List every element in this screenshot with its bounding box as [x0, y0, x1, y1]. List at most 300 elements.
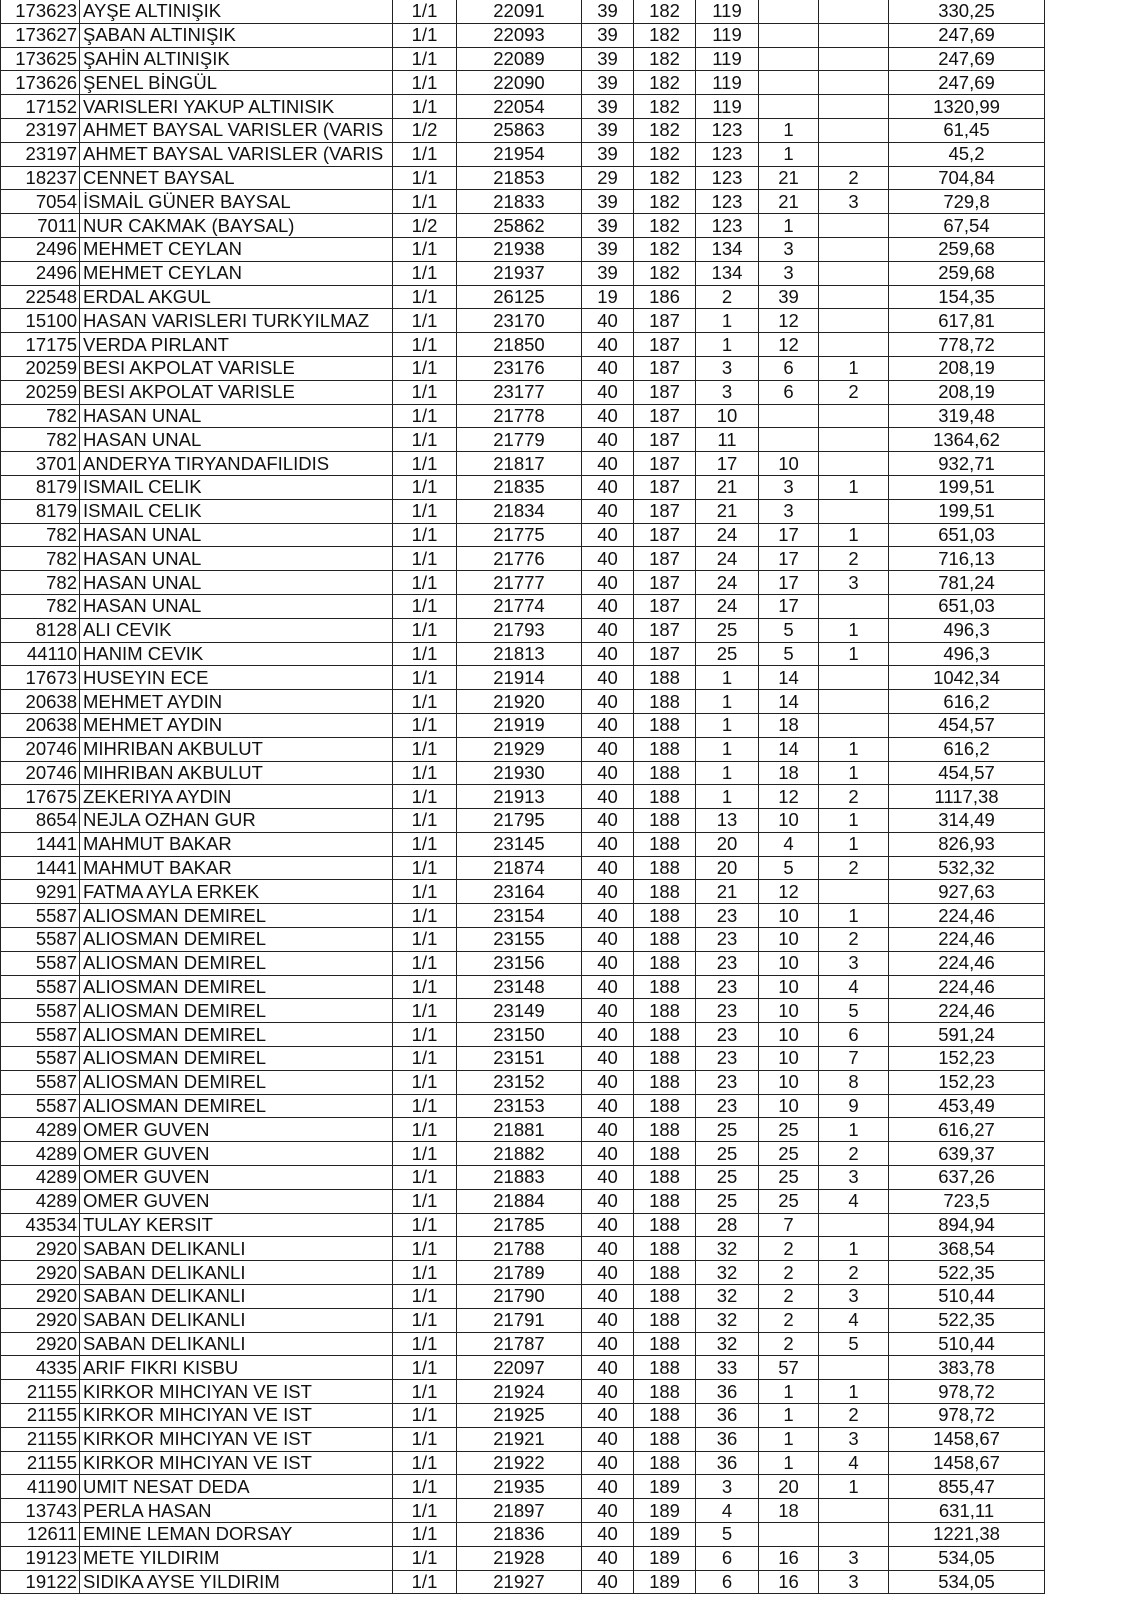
cell-c3: 2 [819, 166, 889, 190]
cell-record: 21836 [457, 1523, 582, 1547]
cell-block: 182 [634, 190, 696, 214]
table-row [1, 1332, 1045, 1356]
cell-c3: 2 [819, 1404, 889, 1428]
cell-value: 247,69 [889, 23, 1045, 47]
cell-c2: 17 [759, 547, 819, 571]
cell-id: 4289 [1, 1118, 80, 1142]
cell-block: 188 [634, 1047, 696, 1071]
cell-c2: 20 [759, 1475, 819, 1499]
cell-c2: 14 [759, 690, 819, 714]
cell-owner: HASAN UNAL [80, 571, 393, 595]
cell-c1: 39 [582, 237, 634, 261]
cell-share: 1/1 [393, 23, 457, 47]
cell-c2: 21 [759, 166, 819, 190]
cell-c2 [759, 404, 819, 428]
cell-id: 19123 [1, 1546, 80, 1570]
cell-c1: 40 [582, 1118, 634, 1142]
cell-value: 616,2 [889, 690, 1045, 714]
cell-record: 23151 [457, 1047, 582, 1071]
cell-value: 534,05 [889, 1570, 1045, 1594]
cell-owner: ALIOSMAN DEMIREL [80, 1047, 393, 1071]
cell-share: 1/1 [393, 1023, 457, 1047]
cell-c1: 40 [582, 904, 634, 928]
cell-parcel: 1 [696, 761, 759, 785]
cell-c2: 18 [759, 713, 819, 737]
cell-id: 41190 [1, 1475, 80, 1499]
cell-record: 21793 [457, 618, 582, 642]
cell-owner: KIRKOR MIHCIYAN VE IST [80, 1451, 393, 1475]
table-row [1, 1451, 1045, 1475]
cell-id: 782 [1, 523, 80, 547]
cell-c2: 17 [759, 523, 819, 547]
cell-id: 782 [1, 594, 80, 618]
table-body [1, 0, 1045, 1594]
cell-c2: 18 [759, 1499, 819, 1523]
cell-block: 187 [634, 594, 696, 618]
cell-value: 978,72 [889, 1404, 1045, 1428]
cell-owner: MIHRIBAN AKBULUT [80, 761, 393, 785]
cell-c1: 40 [582, 1261, 634, 1285]
cell-c1: 40 [582, 1332, 634, 1356]
cell-c2: 10 [759, 904, 819, 928]
cell-c2: 10 [759, 1094, 819, 1118]
table-row [1, 1499, 1045, 1523]
cell-c1: 40 [582, 737, 634, 761]
cell-c1: 39 [582, 118, 634, 142]
cell-value: 330,25 [889, 0, 1045, 23]
cell-record: 23152 [457, 1070, 582, 1094]
cell-value: 224,46 [889, 951, 1045, 975]
cell-c3 [819, 333, 889, 357]
cell-share: 1/1 [393, 452, 457, 476]
cell-block: 182 [634, 142, 696, 166]
cell-block: 182 [634, 47, 696, 71]
cell-c1: 39 [582, 190, 634, 214]
cell-parcel: 32 [696, 1261, 759, 1285]
cell-id: 2920 [1, 1332, 80, 1356]
cell-parcel: 119 [696, 47, 759, 71]
cell-parcel: 23 [696, 1094, 759, 1118]
cell-c3 [819, 285, 889, 309]
cell-share: 1/1 [393, 71, 457, 95]
table-row [1, 1023, 1045, 1047]
cell-c2: 2 [759, 1261, 819, 1285]
table-row [1, 1380, 1045, 1404]
cell-parcel: 32 [696, 1285, 759, 1309]
cell-c2: 10 [759, 928, 819, 952]
cell-share: 1/1 [393, 666, 457, 690]
cell-id: 3701 [1, 452, 80, 476]
table-row [1, 1261, 1045, 1285]
cell-parcel: 11 [696, 428, 759, 452]
cell-block: 189 [634, 1523, 696, 1547]
cell-parcel: 4 [696, 1499, 759, 1523]
cell-share: 1/1 [393, 547, 457, 571]
table-row [1, 118, 1045, 142]
table-row [1, 309, 1045, 333]
cell-parcel: 1 [696, 785, 759, 809]
cell-owner: ALIOSMAN DEMIREL [80, 975, 393, 999]
cell-share: 1/1 [393, 1237, 457, 1261]
cell-record: 22091 [457, 0, 582, 23]
cell-parcel: 119 [696, 71, 759, 95]
table-row [1, 1356, 1045, 1380]
table-row [1, 856, 1045, 880]
cell-parcel: 23 [696, 951, 759, 975]
cell-c1: 40 [582, 333, 634, 357]
cell-parcel: 10 [696, 404, 759, 428]
cell-id: 21155 [1, 1404, 80, 1428]
cell-c1: 40 [582, 1380, 634, 1404]
table-row [1, 1404, 1045, 1428]
cell-record: 21882 [457, 1142, 582, 1166]
cell-c1: 40 [582, 856, 634, 880]
cell-c3: 1 [819, 761, 889, 785]
cell-c2 [759, 1523, 819, 1547]
cell-block: 188 [634, 1142, 696, 1166]
cell-record: 26125 [457, 285, 582, 309]
cell-c3 [819, 142, 889, 166]
cell-value: 224,46 [889, 904, 1045, 928]
cell-c2: 17 [759, 571, 819, 595]
cell-share: 1/1 [393, 1499, 457, 1523]
cell-id: 7054 [1, 190, 80, 214]
table-row [1, 713, 1045, 737]
cell-value: 639,37 [889, 1142, 1045, 1166]
cell-parcel: 119 [696, 95, 759, 119]
cell-parcel: 1 [696, 333, 759, 357]
cell-c1: 40 [582, 1404, 634, 1428]
table-row [1, 761, 1045, 785]
cell-id: 2496 [1, 237, 80, 261]
cell-c1: 39 [582, 23, 634, 47]
cell-record: 23164 [457, 880, 582, 904]
cell-share: 1/1 [393, 309, 457, 333]
cell-owner: ALIOSMAN DEMIREL [80, 1023, 393, 1047]
cell-c1: 40 [582, 475, 634, 499]
cell-c2: 25 [759, 1142, 819, 1166]
cell-c2: 3 [759, 261, 819, 285]
cell-parcel: 23 [696, 1023, 759, 1047]
cell-id: 2920 [1, 1308, 80, 1332]
cell-parcel: 25 [696, 618, 759, 642]
cell-c2: 10 [759, 975, 819, 999]
table-row [1, 428, 1045, 452]
table-row [1, 333, 1045, 357]
cell-record: 21921 [457, 1427, 582, 1451]
cell-value: 631,11 [889, 1499, 1045, 1523]
cell-c3: 1 [819, 737, 889, 761]
cell-c3: 4 [819, 1189, 889, 1213]
cell-value: 454,57 [889, 761, 1045, 785]
cell-value: 616,2 [889, 737, 1045, 761]
cell-owner: OMER GUVEN [80, 1166, 393, 1190]
cell-parcel: 6 [696, 1546, 759, 1570]
cell-block: 187 [634, 333, 696, 357]
cell-parcel: 3 [696, 1475, 759, 1499]
cell-block: 188 [634, 1404, 696, 1428]
cell-parcel: 1 [696, 737, 759, 761]
cell-c2: 10 [759, 1047, 819, 1071]
cell-owner: TULAY KERSIT [80, 1213, 393, 1237]
cell-id: 782 [1, 404, 80, 428]
cell-block: 186 [634, 285, 696, 309]
cell-c1: 29 [582, 166, 634, 190]
cell-parcel: 23 [696, 1070, 759, 1094]
cell-c1: 40 [582, 1142, 634, 1166]
cell-block: 188 [634, 1332, 696, 1356]
table-row [1, 1427, 1045, 1451]
cell-owner: UMIT NESAT DEDA [80, 1475, 393, 1499]
cell-record: 22093 [457, 23, 582, 47]
cell-share: 1/1 [393, 999, 457, 1023]
cell-record: 21925 [457, 1404, 582, 1428]
cell-share: 1/1 [393, 690, 457, 714]
cell-block: 187 [634, 618, 696, 642]
cell-c2 [759, 428, 819, 452]
cell-share: 1/1 [393, 237, 457, 261]
table-row [1, 785, 1045, 809]
cell-value: 152,23 [889, 1070, 1045, 1094]
cell-owner: SABAN DELIKANLI [80, 1285, 393, 1309]
cell-id: 20746 [1, 737, 80, 761]
cell-value: 591,24 [889, 1023, 1045, 1047]
cell-c3: 2 [819, 1261, 889, 1285]
cell-owner: ŞAHİN ALTINIŞIK [80, 47, 393, 71]
cell-owner: SABAN DELIKANLI [80, 1332, 393, 1356]
cell-share: 1/1 [393, 642, 457, 666]
cell-block: 188 [634, 999, 696, 1023]
cell-record: 25863 [457, 118, 582, 142]
cell-value: 247,69 [889, 71, 1045, 95]
cell-c3: 1 [819, 1118, 889, 1142]
cell-record: 21935 [457, 1475, 582, 1499]
cell-parcel: 36 [696, 1404, 759, 1428]
cell-c1: 40 [582, 761, 634, 785]
cell-value: 1117,38 [889, 785, 1045, 809]
cell-value: 383,78 [889, 1356, 1045, 1380]
cell-block: 188 [634, 1237, 696, 1261]
cell-c2: 12 [759, 880, 819, 904]
cell-owner: AHMET BAYSAL VARISLER (VARIS [80, 142, 393, 166]
cell-owner: KIRKOR MIHCIYAN VE IST [80, 1427, 393, 1451]
cell-record: 23177 [457, 380, 582, 404]
cell-share: 1/1 [393, 1308, 457, 1332]
cell-block: 182 [634, 118, 696, 142]
cell-block: 188 [634, 1118, 696, 1142]
table-row [1, 642, 1045, 666]
cell-record: 21924 [457, 1380, 582, 1404]
cell-owner: OMER GUVEN [80, 1189, 393, 1213]
cell-owner: ALIOSMAN DEMIREL [80, 928, 393, 952]
cell-c2: 39 [759, 285, 819, 309]
cell-block: 188 [634, 1189, 696, 1213]
cell-block: 189 [634, 1570, 696, 1594]
cell-value: 1221,38 [889, 1523, 1045, 1547]
cell-c3 [819, 0, 889, 23]
cell-share: 1/1 [393, 0, 457, 23]
cell-id: 782 [1, 571, 80, 595]
cell-c1: 40 [582, 428, 634, 452]
cell-c3 [819, 118, 889, 142]
cell-share: 1/1 [393, 47, 457, 71]
cell-c2: 21 [759, 190, 819, 214]
table-row [1, 1189, 1045, 1213]
cell-id: 17175 [1, 333, 80, 357]
cell-share: 1/1 [393, 1047, 457, 1071]
cell-c1: 40 [582, 642, 634, 666]
cell-owner: ANDERYA TIRYANDAFILIDIS [80, 452, 393, 476]
cell-share: 1/1 [393, 761, 457, 785]
table-row [1, 737, 1045, 761]
cell-owner: MEHMET AYDIN [80, 713, 393, 737]
cell-value: 224,46 [889, 975, 1045, 999]
cell-record: 21927 [457, 1570, 582, 1594]
cell-c2: 12 [759, 333, 819, 357]
table-row [1, 1070, 1045, 1094]
cell-value: 199,51 [889, 475, 1045, 499]
cell-parcel: 123 [696, 142, 759, 166]
cell-c3: 7 [819, 1047, 889, 1071]
cell-parcel: 32 [696, 1237, 759, 1261]
cell-value: 927,63 [889, 880, 1045, 904]
cell-share: 1/1 [393, 261, 457, 285]
cell-value: 534,05 [889, 1546, 1045, 1570]
cell-parcel: 3 [696, 356, 759, 380]
cell-record: 21788 [457, 1237, 582, 1261]
cell-owner: SABAN DELIKANLI [80, 1261, 393, 1285]
cell-c3 [819, 1499, 889, 1523]
cell-c1: 40 [582, 951, 634, 975]
cell-value: 208,19 [889, 356, 1045, 380]
cell-c2: 5 [759, 856, 819, 880]
cell-block: 188 [634, 1427, 696, 1451]
cell-parcel: 32 [696, 1308, 759, 1332]
cell-c3: 1 [819, 809, 889, 833]
cell-c2: 1 [759, 1451, 819, 1475]
cell-record: 23155 [457, 928, 582, 952]
cell-c3 [819, 23, 889, 47]
table-row [1, 951, 1045, 975]
cell-c1: 40 [582, 1023, 634, 1047]
cell-block: 188 [634, 1023, 696, 1047]
cell-owner: AYŞE ALTINIŞIK [80, 0, 393, 23]
cell-c3: 4 [819, 1451, 889, 1475]
cell-id: 4289 [1, 1189, 80, 1213]
cell-c3 [819, 499, 889, 523]
table-row [1, 1523, 1045, 1547]
cell-id: 5587 [1, 1070, 80, 1094]
table-row [1, 499, 1045, 523]
cell-record: 21835 [457, 475, 582, 499]
cell-share: 1/1 [393, 785, 457, 809]
cell-share: 1/1 [393, 1475, 457, 1499]
cell-c1: 40 [582, 880, 634, 904]
cell-id: 782 [1, 547, 80, 571]
cell-value: 510,44 [889, 1332, 1045, 1356]
cell-c2: 1 [759, 1427, 819, 1451]
cell-id: 8654 [1, 809, 80, 833]
cell-c2: 57 [759, 1356, 819, 1380]
cell-value: 247,69 [889, 47, 1045, 71]
cell-c3 [819, 594, 889, 618]
cell-c3: 8 [819, 1070, 889, 1094]
cell-record: 21897 [457, 1499, 582, 1523]
cell-id: 15100 [1, 309, 80, 333]
cell-c3 [819, 713, 889, 737]
cell-record: 22089 [457, 47, 582, 71]
cell-c1: 40 [582, 452, 634, 476]
cell-c2: 14 [759, 666, 819, 690]
cell-owner: SIDIKA AYSE YILDIRIM [80, 1570, 393, 1594]
cell-share: 1/1 [393, 1404, 457, 1428]
cell-share: 1/1 [393, 1118, 457, 1142]
table-row [1, 904, 1045, 928]
table-row [1, 666, 1045, 690]
cell-block: 187 [634, 309, 696, 333]
cell-owner: PERLA HASAN [80, 1499, 393, 1523]
cell-c3 [819, 95, 889, 119]
cell-id: 2496 [1, 261, 80, 285]
cell-id: 21155 [1, 1451, 80, 1475]
cell-parcel: 24 [696, 523, 759, 547]
cell-c1: 19 [582, 285, 634, 309]
cell-c1: 39 [582, 71, 634, 95]
cell-parcel: 25 [696, 1142, 759, 1166]
cell-c2: 1 [759, 142, 819, 166]
cell-owner: ALIOSMAN DEMIREL [80, 904, 393, 928]
cell-id: 4335 [1, 1356, 80, 1380]
cell-block: 188 [634, 690, 696, 714]
cell-c2: 5 [759, 642, 819, 666]
cell-c3 [819, 309, 889, 333]
cell-owner: MAHMUT BAKAR [80, 832, 393, 856]
cell-id: 17675 [1, 785, 80, 809]
cell-id: 17152 [1, 95, 80, 119]
table-row [1, 594, 1045, 618]
cell-record: 22090 [457, 71, 582, 95]
cell-owner: HUSEYIN ECE [80, 666, 393, 690]
table-row [1, 47, 1045, 71]
cell-id: 5587 [1, 928, 80, 952]
cell-id: 18237 [1, 166, 80, 190]
cell-value: 617,81 [889, 309, 1045, 333]
cell-value: 453,49 [889, 1094, 1045, 1118]
cell-c3: 5 [819, 999, 889, 1023]
cell-c3 [819, 666, 889, 690]
cell-id: 8179 [1, 499, 80, 523]
cell-id: 5587 [1, 1047, 80, 1071]
table-row [1, 142, 1045, 166]
cell-value: 616,27 [889, 1118, 1045, 1142]
cell-block: 189 [634, 1475, 696, 1499]
cell-owner: VARISLERI YAKUP ALTINISIK [80, 95, 393, 119]
cell-c2 [759, 47, 819, 71]
cell-id: 5587 [1, 999, 80, 1023]
cell-c2: 1 [759, 1380, 819, 1404]
cell-c2: 16 [759, 1570, 819, 1594]
cell-block: 187 [634, 642, 696, 666]
cell-record: 23153 [457, 1094, 582, 1118]
cell-parcel: 36 [696, 1380, 759, 1404]
cell-record: 21850 [457, 333, 582, 357]
cell-block: 188 [634, 1166, 696, 1190]
cell-record: 23145 [457, 832, 582, 856]
cell-c3: 1 [819, 1475, 889, 1499]
cell-record: 21883 [457, 1166, 582, 1190]
cell-parcel: 23 [696, 999, 759, 1023]
cell-c1: 40 [582, 785, 634, 809]
